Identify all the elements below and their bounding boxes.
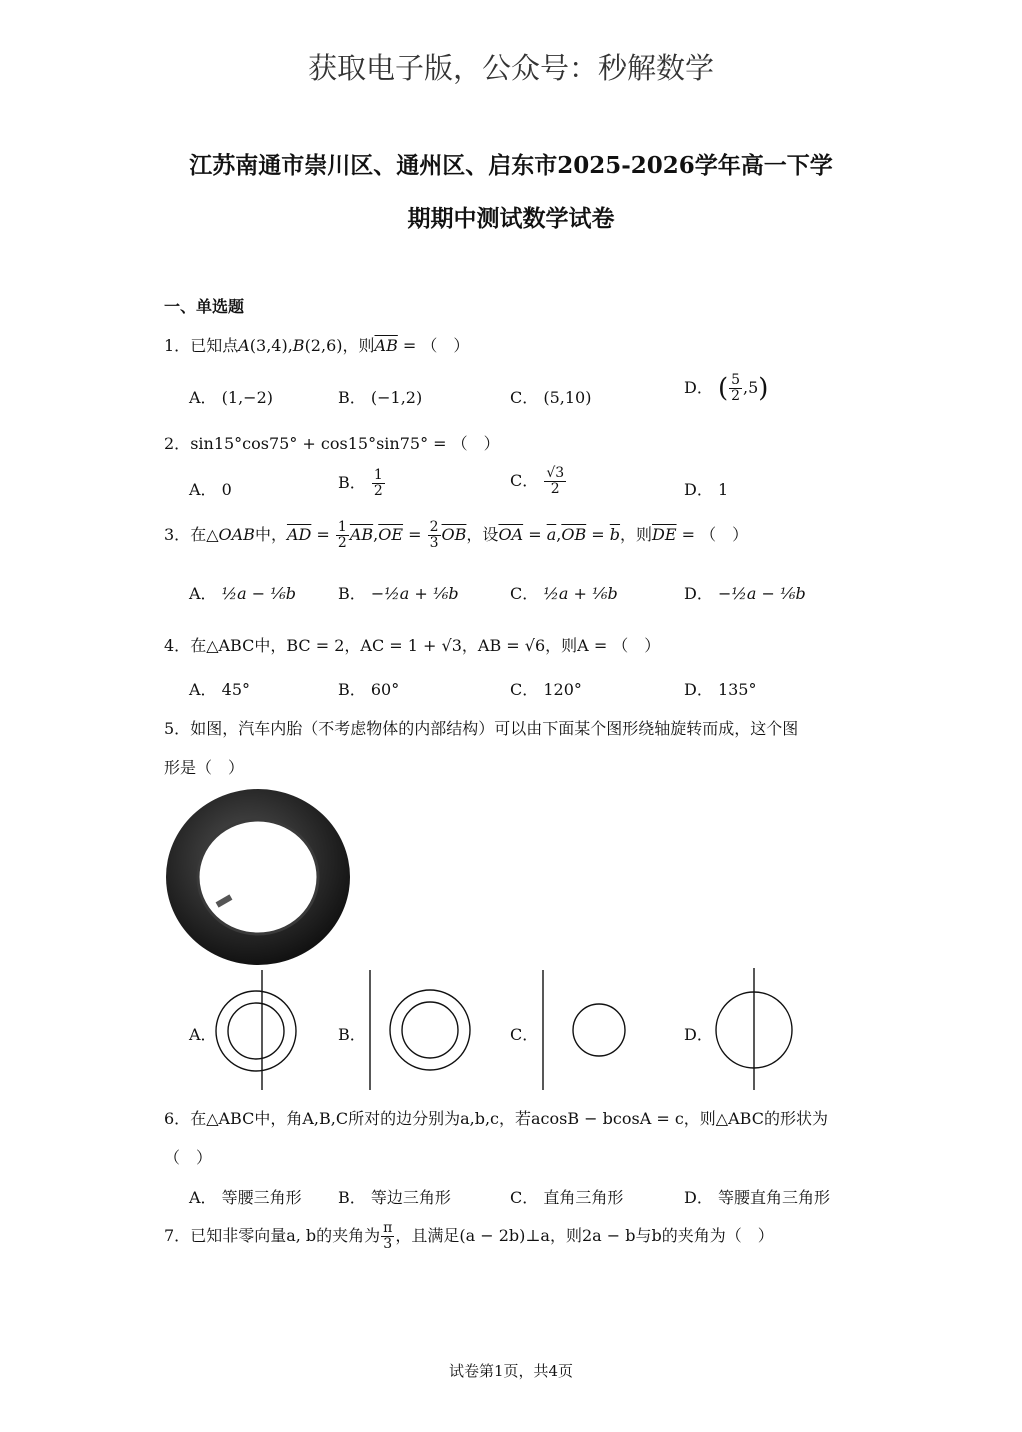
q1-option-b[interactable]: B． (−1,2) — [338, 388, 423, 407]
promo-header: 获取电子版，公众号：秒解数学 — [307, 51, 714, 85]
q5-option-a[interactable]: A． — [189, 1025, 217, 1044]
question-1: 1．已知点A(3,4),B(2,6)，则$\overline{AB}$ = （ ） — [164, 336, 470, 355]
question-6-line2: （ ） — [164, 1148, 213, 1167]
question-5-line2: 形是（ ） — [164, 758, 245, 777]
q2-option-c[interactable]: C． $\frac{√3}{2}$ — [510, 465, 565, 497]
question-4: 4．在△ABC中，BC = 2，AC = 1 + √3，AB = √6，则A = （ ） — [164, 636, 661, 655]
question-2: 2．sin15°cos75° + cos15°sin75° = （ ） — [164, 434, 500, 453]
q1-option-d[interactable]: D． ( $\frac{5}{2}$ ,5) — [684, 372, 769, 404]
q6-option-d[interactable]: D． 等腰直角三角形 — [684, 1188, 830, 1207]
q5-option-c-figure — [533, 968, 633, 1092]
q6-option-a[interactable]: A． 等腰三角形 — [189, 1188, 302, 1207]
question-7: 7．已知非零向量a, b的夹角为 $\frac{\pi}{3}$ ，且满足(a − 2b)⊥a，则2a − b与b的夹角为（ ） — [164, 1220, 774, 1252]
q2-option-b[interactable]: B． $\frac{1}{2}$ — [338, 467, 383, 499]
question-5-line1: 5．如图，汽车内胎（不考虑物体的内部结构）可以由下面某个图形绕轴旋转而成，这个图 — [164, 719, 799, 738]
q1-option-c[interactable]: C． (5,10) — [510, 388, 592, 407]
q4-option-d[interactable]: D． 135° — [684, 680, 757, 699]
q4-option-b[interactable]: B． 60° — [338, 680, 400, 699]
q5-option-a-figure — [215, 968, 315, 1092]
q5-option-b-figure — [360, 968, 480, 1092]
section-heading-single-choice: 一、单选题 — [164, 297, 245, 316]
q4-option-c[interactable]: C． 120° — [510, 680, 582, 699]
q6-option-b[interactable]: B． 等边三角形 — [338, 1188, 451, 1207]
exam-title-line1: 江苏南通市崇川区、通州区、启东市2025-2026学年高一下学 — [189, 152, 833, 179]
q3-option-b[interactable]: B． −½a + ⅙b — [338, 584, 459, 603]
q3-option-a[interactable]: A． ½a − ⅙b — [189, 584, 297, 603]
q4-option-a[interactable]: A． 45° — [189, 680, 251, 699]
q2-option-d[interactable]: D． 1 — [684, 480, 729, 499]
q6-option-c[interactable]: C． 直角三角形 — [510, 1188, 624, 1207]
page-footer: 试卷第1页，共4页 — [448, 1362, 574, 1380]
exam-title-line2: 期期中测试数学试卷 — [407, 205, 615, 232]
question-6-line1: 6．在△ABC中，角A,B,C所对的边分别为a,b,c，若acosB − bcosA = c，则△ABC的形状为 — [164, 1109, 828, 1128]
q5-option-d[interactable]: D． — [684, 1025, 713, 1044]
q2-option-a[interactable]: A． 0 — [189, 480, 232, 499]
q5-option-d-figure — [708, 966, 804, 1092]
q3-option-c[interactable]: C． ½a + ⅙b — [510, 584, 618, 603]
question-3: 3．在△OAB中，$\overline{AD}$ = $\frac{1}{2}$ $\overline{AB},\overline{OE}$ = $\frac{2}{3}$ $\overline{OB}$，设$\overline{OA} = \overline{a},\overline{OB} = \overline{b}$，则$\overline{DE}$ = （ ） — [164, 519, 749, 551]
q5-option-b[interactable]: B． — [338, 1025, 366, 1044]
q5-option-c[interactable]: C． — [510, 1025, 539, 1044]
q1-option-a[interactable]: A． (1,−2) — [189, 388, 273, 407]
car-inner-tube-image — [160, 786, 356, 968]
q3-option-d[interactable]: D． −½a − ⅙b — [684, 584, 806, 603]
